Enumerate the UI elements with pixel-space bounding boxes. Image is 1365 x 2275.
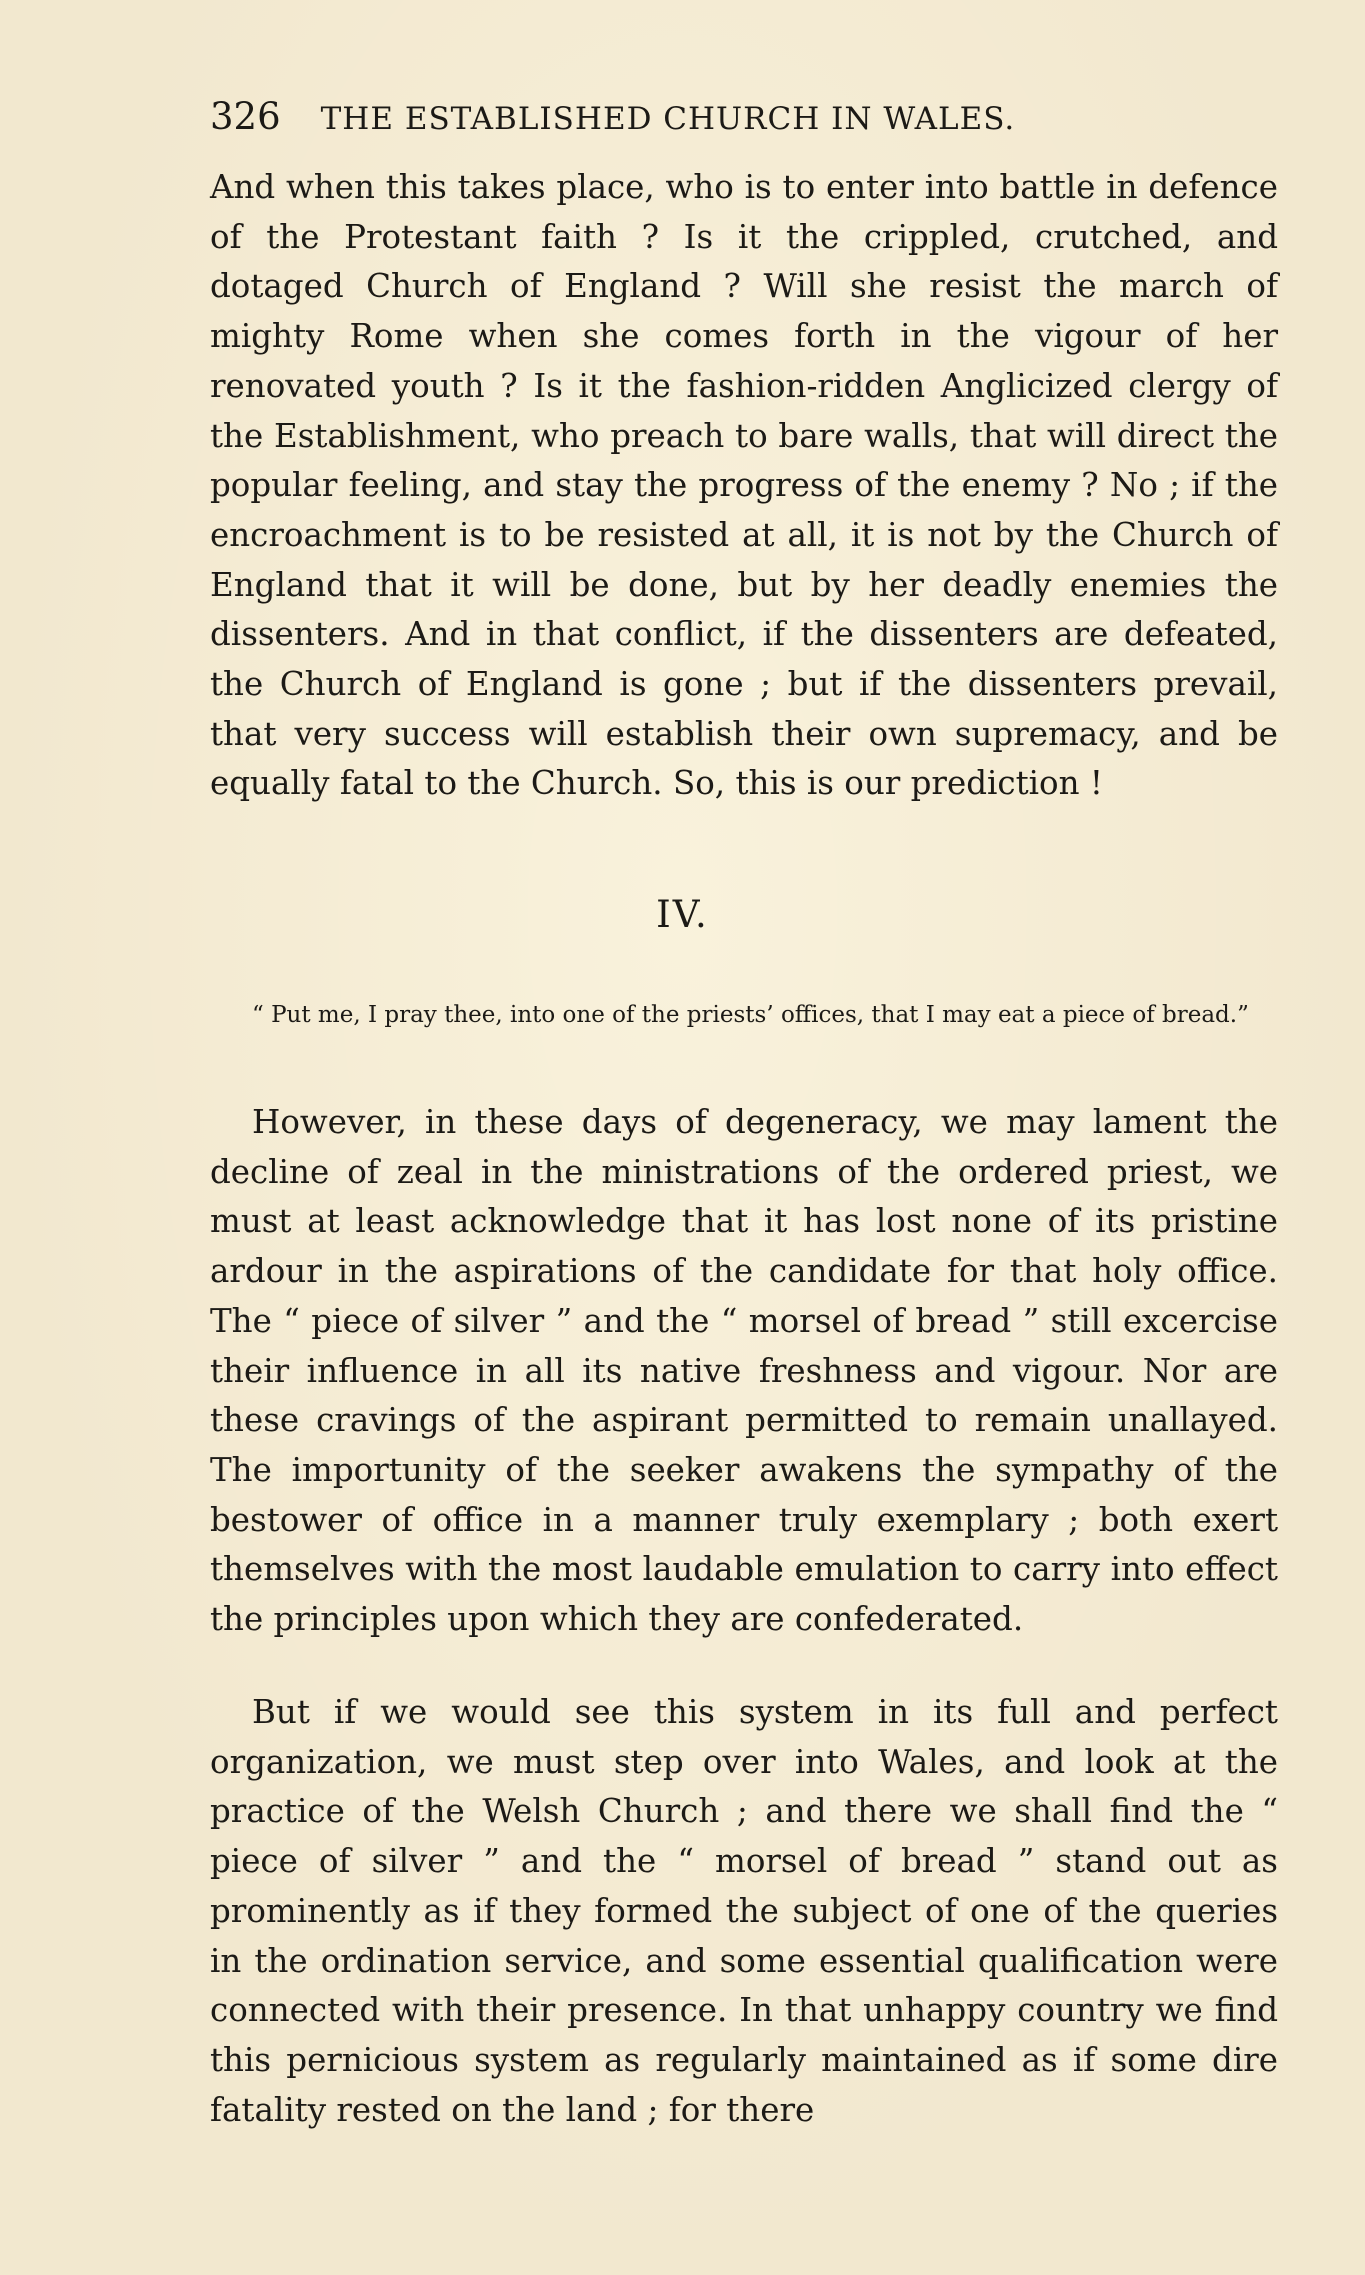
page-number: 326 [210, 95, 281, 138]
body-paragraph-3 [210, 1688, 1278, 2135]
running-head: THE ESTABLISHED CHURCH IN WALES. [320, 101, 1016, 137]
paragraph-text: And when this takes place, who is to enter into battle in defence of the Protestant faith ? Is it the crippled, crutched, and dotaged Church of England ? Will she resist the march of mighty Rome when she comes forth in the vigour of her renovated youth ? Is it the fashion-ridden Anglicized clergy of the Establishment, who preach to bare walls, that will direct the popular feeling, and stay the progress of the enemy ? No ; if the encroachment is to be resisted at all, it is not by the Church of England that it will be done, but by her deadly enemies the dissenters. And in that conflict, if the dissenters are defeated, the Church of England is gone ; but if the dissenters prevail, that very success will establish their own supremacy, and be equally fatal to the Church. So, this is our prediction ! [210, 168, 1278, 803]
body-paragraph-1 [210, 163, 1278, 809]
paragraph-text: But if we would see this system in its full and perfect organization, we must step over into Wales, and look at the practice of the Welsh Church ; and there we shall find the “ piece of silver ” and the “ morsel of bread ” stand out as prominently as if they formed the subject of one of the queries in the ordination service, and some essential qualification were connected with their presence. In that unhappy country we find this pernicious system as regularly maintained as if some dire fatality rested on the land ; for there [210, 1693, 1278, 2129]
paragraph-text: However, in these days of degeneracy, we may lament the decline of zeal in the ministrations of the ordered priest, we must at least acknowledge that it has lost none of its pristine ardour in the aspirations of the candidate for that holy office. The “ piece of silver ” and the “ morsel of bread ” still excercise their influence in all its native freshness and vigour. Nor are these cravings of the aspirant permitted to remain unallayed. The importunity of the seeker awakens the sympathy of the bestower of office in a manner truly exemplary ; both exert themselves with the most laudable emulation to carry into effect the principles upon which they are confederated. [210, 1103, 1278, 1639]
epigraph: “ Put me, I pray thee, into one of the priests’ offices, that I may eat a piece of bread.” [252, 1002, 1249, 1028]
section-heading: IV. [656, 893, 709, 936]
body-paragraph-2 [210, 1098, 1278, 1645]
page-header [210, 95, 1140, 138]
